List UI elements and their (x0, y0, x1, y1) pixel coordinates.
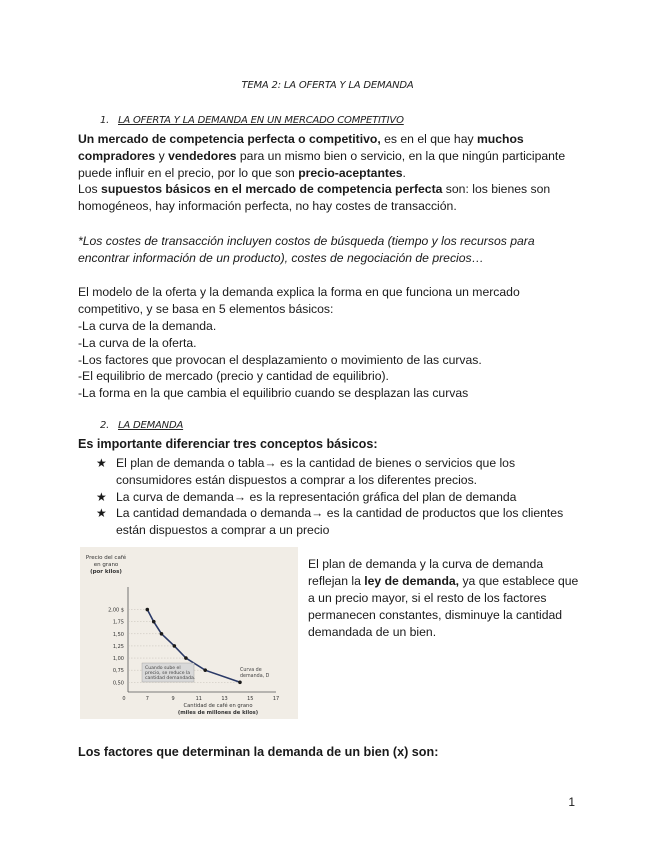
demand-point (173, 644, 177, 648)
bold-phrase: vendedores (168, 148, 237, 163)
x-tick-label: 9 (171, 696, 175, 702)
y-tick-label: 1,75 (112, 619, 124, 626)
x-tick-label: 15 (247, 696, 254, 702)
x-tick-label: 0 (122, 696, 126, 702)
bold-phrase: ley de demanda, (364, 574, 460, 588)
section-2-title: LA DEMANDA (118, 420, 184, 431)
section-1-number: 1. (100, 115, 110, 126)
model-elements-list (78, 318, 583, 402)
demand-factors-heading: Los factores que determinan la demanda de un bien (x) son: (78, 745, 439, 759)
demand-point (152, 620, 156, 624)
list-item: -La curva de la demanda. (78, 319, 217, 333)
demand-curve-chart (80, 547, 298, 719)
curve-annotation-line2: demanda, D (240, 674, 270, 679)
section-1-heading (100, 115, 404, 126)
list-item: -El equilibrio de mercado (precio y cantidad de equilibrio). (78, 369, 389, 384)
x-axis-label-line1: Cantidad de café en grano (183, 703, 253, 709)
list-item (96, 489, 576, 506)
demand-point (238, 681, 242, 685)
important-concepts-heading: Es importante diferenciar tres conceptos básicos: (78, 437, 378, 451)
text-run: El plan de demanda y la curva de demanda reflejan la (308, 557, 544, 588)
competitive-market-definition (78, 131, 583, 215)
demand-point (203, 668, 207, 672)
list-item: -Los factores que provocan el desplazamiento o movimiento de las curvas. (78, 352, 482, 367)
bold-phrase: supuestos básicos en el mercado de competencia perfecta (101, 182, 443, 197)
list-item (96, 455, 576, 489)
text-run: son: los bienes son homogéneos, hay información perfecta, no hay costes de transacción. (78, 182, 551, 214)
x-tick-label: 11 (195, 696, 202, 702)
y-tick-label: 1,00 (112, 656, 124, 663)
demand-chart-svg (80, 547, 298, 719)
demand-point (160, 632, 164, 636)
x-axis-label-line2: (miles de millones de kilos) (177, 710, 259, 716)
model-intro: El modelo de la oferta y la demanda explica la forma en que funciona un mercado competitivo, y se basa en 5 elementos básicos: (78, 285, 520, 316)
concepts-list (96, 455, 576, 539)
annotation-box-line2: precio, se reduce la (145, 671, 191, 676)
annotation-box-line3: cantidad demandada. (145, 676, 196, 681)
text-run: ya que establece que a un precio mayor, si el resto de los factores permanecen constantes, disminuye la cantidad demandada de un bien. (308, 574, 579, 639)
section-1-title: LA OFERTA Y LA DEMANDA EN UN MERCADO COMPETITIVO (118, 115, 404, 126)
y-tick-labels (108, 608, 124, 687)
text-run: para un mismo bien o servicio, en la que ningún participante puede influir en el precio, por lo que son (78, 148, 566, 180)
text-run: . (402, 165, 406, 180)
bold-phrase: muchos compradores (78, 132, 524, 163)
page-title: TEMA 2: LA OFERTA Y LA DEMANDA (241, 80, 414, 91)
y-tick-label: 0,75 (112, 668, 124, 675)
bullet-text: La cantidad demandada o demanda→ es la cantidad de productos que los clientes están dispuestos a comprar a un precio (116, 506, 564, 538)
transaction-costs-note: *Los costes de transacción incluyen costos de búsqueda (tiempo y los recursos para encontrar información de un producto), costes de negociación de precios… (78, 234, 535, 265)
text-run: y (155, 148, 169, 163)
list-item: -La curva de la oferta. (78, 335, 197, 350)
y-tick-label: 1,50 (112, 631, 124, 638)
bold-phrase: Un mercado de competencia perfecta o competitivo, (78, 132, 381, 146)
star-icon: ★ (96, 506, 107, 521)
curve-annotation-line1: Curva de (240, 668, 262, 673)
y-tick-label: 2,00 $ (108, 607, 124, 614)
section-2-heading (100, 420, 183, 431)
x-tick-label: 17 (272, 696, 280, 702)
page-number: 1 (568, 795, 575, 809)
list-item: -La forma en la que cambia el equilibrio cuando se desplazan las curvas (78, 386, 469, 401)
bold-phrase: precio-aceptantes (298, 165, 403, 180)
y-axis-label-line1: Precio del café (85, 555, 127, 561)
text-run: Los (78, 182, 102, 197)
x-tick-labels (122, 696, 279, 702)
y-axis-label-line2: en grano (93, 562, 119, 568)
demand-point (146, 608, 150, 612)
list-item (96, 505, 576, 539)
y-tick-label: 0,50 (112, 680, 124, 687)
annotation-box-line1: Cuando sube el (145, 666, 181, 671)
x-tick-label: 7 (145, 696, 149, 702)
demand-point (184, 656, 188, 660)
demand-law-text (308, 556, 583, 641)
x-tick-label: 13 (221, 696, 228, 702)
bullet-text: La curva de demanda→ es la representación gráfica del plan de demanda (116, 489, 517, 504)
text-run: es en el que hay (380, 132, 477, 146)
section-2-number: 2. (100, 420, 110, 431)
bullet-text: El plan de demanda o tabla→ es la cantidad de bienes o servicios que los consumidores están dispuestos a comprar a los diferentes precios. (116, 456, 516, 487)
star-icon: ★ (96, 456, 107, 470)
y-axis-label-line3: (por kilos) (90, 569, 122, 575)
star-icon: ★ (96, 489, 107, 504)
y-tick-label: 1,25 (112, 643, 124, 650)
